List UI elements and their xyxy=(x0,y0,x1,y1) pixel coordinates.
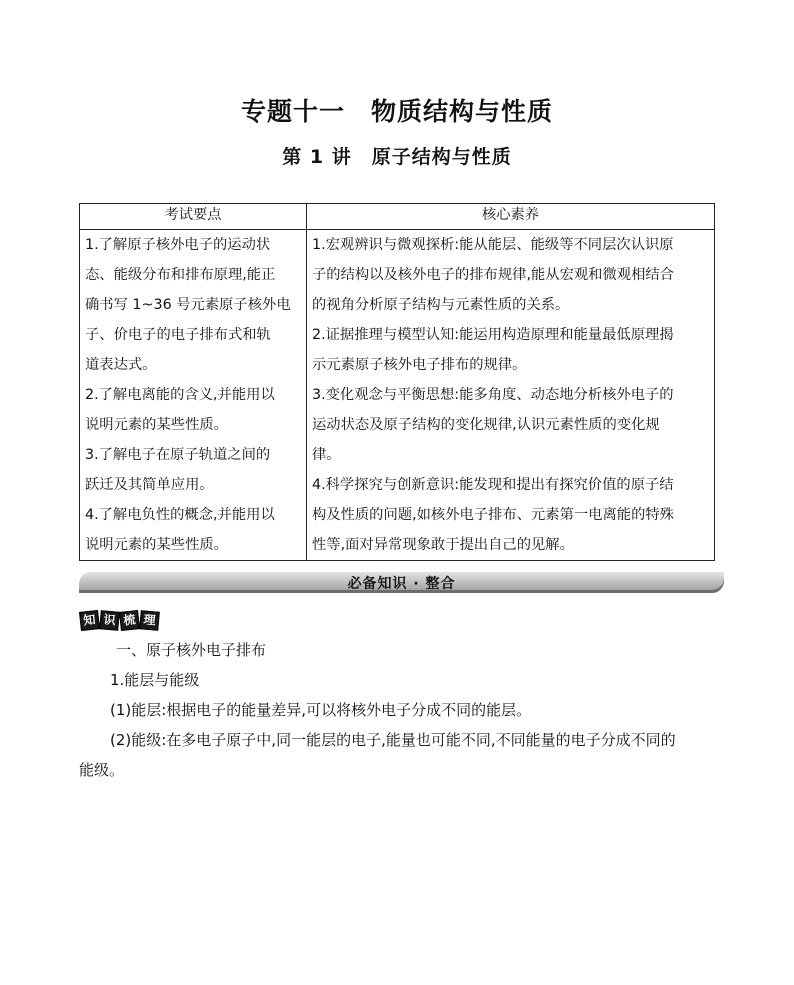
exam-point-line: 1.了解原子核外电子的运动状 xyxy=(85,237,271,253)
exam-point-line: 4.了解电负性的概念,并能用以 xyxy=(85,507,275,523)
page-title: 专题十一 物质结构与性质 xyxy=(240,97,553,126)
exam-point-line: 3.了解电子在原子轨道之间的 xyxy=(85,447,271,463)
exam-point-line: 说明元素的某些性质。 xyxy=(85,417,228,433)
table-row xyxy=(80,230,715,561)
literacy-line: 2.证据推理与模型认知:能运用构造原理和能量最低原理揭 xyxy=(312,327,674,343)
literacy-line: 1.宏观辨识与微观探析:能从能层、能级等不同层次认识原 xyxy=(312,237,674,253)
literacy-line: 4.科学探究与创新意识:能发现和提出有探究价值的原子结 xyxy=(312,477,674,493)
table-header-row xyxy=(80,204,715,230)
tag-char: 识 xyxy=(99,610,120,631)
paragraph: (2)能级:在多电子原子中,同一能层的电子,能量也可能不同,不同能量的电子分成不同的 xyxy=(110,731,676,749)
paragraph-continuation: 能级。 xyxy=(79,761,125,779)
exam-points-cell xyxy=(80,230,307,561)
tag-char: 理 xyxy=(139,610,160,631)
tag-char: 知 xyxy=(79,610,100,631)
exam-point-line: 说明元素的某些性质。 xyxy=(85,537,228,553)
knowledge-tag xyxy=(80,611,160,630)
paragraph: (1)能层:根据电子的能量差异,可以将核外电子分成不同的能层。 xyxy=(110,701,532,719)
literacy-line: 性等,面对异常现象敢于提出自己的见解。 xyxy=(312,537,574,553)
header-exam-points: 考试要点 xyxy=(80,204,307,230)
literacy-line: 构及性质的问题,如核外电子排布、元素第一电离能的特殊 xyxy=(312,507,674,523)
exam-point-line: 态、能级分布和排布原理,能正 xyxy=(85,267,276,283)
requirements-table xyxy=(79,203,715,561)
exam-point-line: 2.了解电离能的含义,并能用以 xyxy=(85,387,275,403)
section-banner xyxy=(79,572,724,593)
literacy-line: 的视角分析原子结构与元素性质的关系。 xyxy=(312,297,570,313)
lesson-subtitle: 第 1 讲 原子结构与性质 xyxy=(282,146,512,168)
header-core-literacy: 核心素养 xyxy=(307,204,715,230)
literacy-line: 子的结构以及核外电子的排布规律,能从宏观和微观相结合 xyxy=(312,267,674,283)
section-heading: 一、原子核外电子排布 xyxy=(116,641,267,659)
exam-point-line: 跃迁及其简单应用。 xyxy=(85,477,214,493)
literacy-line: 示元素原子核外电子排布的规律。 xyxy=(312,357,527,373)
literacy-line: 3.变化观念与平衡思想:能多角度、动态地分析核外电子的 xyxy=(312,387,674,403)
literacy-line: 运动状态及原子结构的变化规律,认识元素性质的变化规 xyxy=(312,417,660,433)
section-banner-label: 必备知识 · 整合 xyxy=(347,576,456,592)
core-literacy-cell xyxy=(307,230,715,561)
subsection-heading: 1.能层与能级 xyxy=(110,671,200,689)
exam-point-line: 子、价电子的电子排布式和轨 xyxy=(85,327,271,343)
exam-point-line: 道表达式。 xyxy=(85,357,157,373)
literacy-line: 律。 xyxy=(312,447,341,463)
tag-char: 梳 xyxy=(119,610,140,631)
exam-point-line: 确书写 1~36 号元素原子核外电 xyxy=(85,297,291,313)
